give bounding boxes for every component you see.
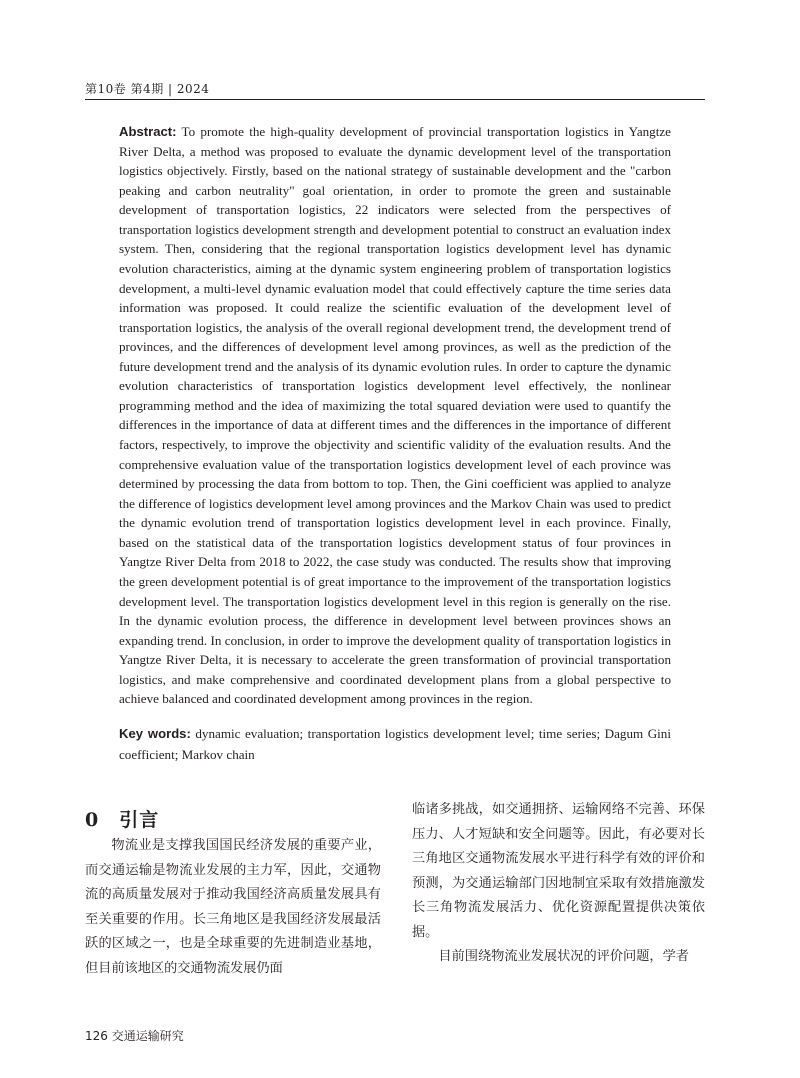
abstract-block	[119, 122, 671, 709]
page-number: 126	[85, 1029, 108, 1043]
left-column	[85, 834, 381, 981]
intro-paragraph-2: 目前围绕物流业发展状况的评价问题，学者	[438, 949, 689, 964]
journal-name: 交通运输研究	[111, 1029, 184, 1043]
right-column	[412, 798, 705, 970]
keywords-text: dynamic evaluation; transportation logistics development level; time series; Dagum Gini coefficient; Markov chain	[119, 726, 671, 762]
intro-paragraph-1: 物流业是支撑我国国民经济发展的重要产业，而交通运输是物流业发展的主力军，因此，交通物流的高质量发展对于推动我国经济高质量发展具有至关重要的作用。长三角地区是我国经济发展最活跃的区域之一，也是全球重要的先进制造业基地，但目前该地区的交通物流发展仍面	[85, 838, 381, 976]
page-footer	[85, 1027, 184, 1044]
running-head-text: 第10卷 第4期 | 2024	[85, 82, 210, 96]
keywords-block	[119, 723, 671, 765]
section-heading: 0 引言	[85, 809, 160, 831]
keywords-label: Key words	[119, 726, 187, 741]
abstract-label: Abstract	[119, 124, 173, 139]
running-header	[85, 80, 209, 97]
abstract-text: To promote the high-quality development of provincial transportation logistics in Yangtze River Delta, a method was proposed to evaluate the dynamic development level of the transportation logistics objectively. Firstly, based on the national strategy of sustainable development and the "carbon peaking and carbon neutrality" goal orientation, in order to promote the green and sustainable development of transportation logistics, 22 indicators were selected from the perspectives of transportation logistics development strength and development potential to construct an evaluation index system. Then, considering that the regional transportation logistics development level has dynamic evolution characteristics, aiming at the dynamic system engineering problem of transportation logistics development, a multi-level dynamic evaluation model that could effectively capture the time series data information was proposed. It could realize the scientific evaluation of the development level of transportation logistics, the analysis of the overall regional development trend, the development trend of provinces, and the differences of development level among provinces, as well as the prediction of the future development trend and the analysis of its dynamic evolution rules. In order to capture the dynamic evolution characteristics of transportation logistics development level effectively, the nonlinear programming method and the idea of maximizing the total squared deviation were used to quantify the differences in the importance of data at different times and the differences in the importance of different factors, respectively, to improve the objectivity and scientific validity of the evaluation results. And the comprehensive evaluation value of the transportation logistics development level of each province was determined by processing the data from bottom to top. Then, the Gini coefficient was applied to analyze the difference of logistics development level among provinces and the Markov Chain was used to predict the dynamic evolution trend of transportation logistics development level in each province. Finally, based on the statistical data of the transportation logistics development status of four provinces in Yangtze River Delta from 2018 to 2022, the case study was conducted. The results show that improving the green development potential is of great importance to the improvement of the transportation logistics development level. The transportation logistics development level in this region is generally on the rise. In the dynamic evolution process, the difference in development level between provinces shows an expanding trend. In conclusion, in order to improve the development quality of transportation logistics in Yangtze River Delta, it is necessary to accelerate the green transformation of provincial transportation logistics, and make comprehensive and coordinated development plans from a global perspective to achieve balanced and coordinated development among provinces in the region.	[119, 124, 671, 707]
intro-paragraph-1-continued: 临诸多挑战，如交通拥挤、运输网络不完善、环保压力、人才短缺和安全问题等。因此，有必要对长三角地区交通物流发展水平进行科学有效的评价和预测，为交通运输部门因地制宜采取有效措施激发长三角物流发展活力、优化资源配置提供决策依据。	[412, 802, 705, 940]
abstract-label-colon: :	[172, 124, 177, 139]
header-rule	[85, 99, 705, 100]
keywords-label-colon: :	[186, 726, 191, 741]
